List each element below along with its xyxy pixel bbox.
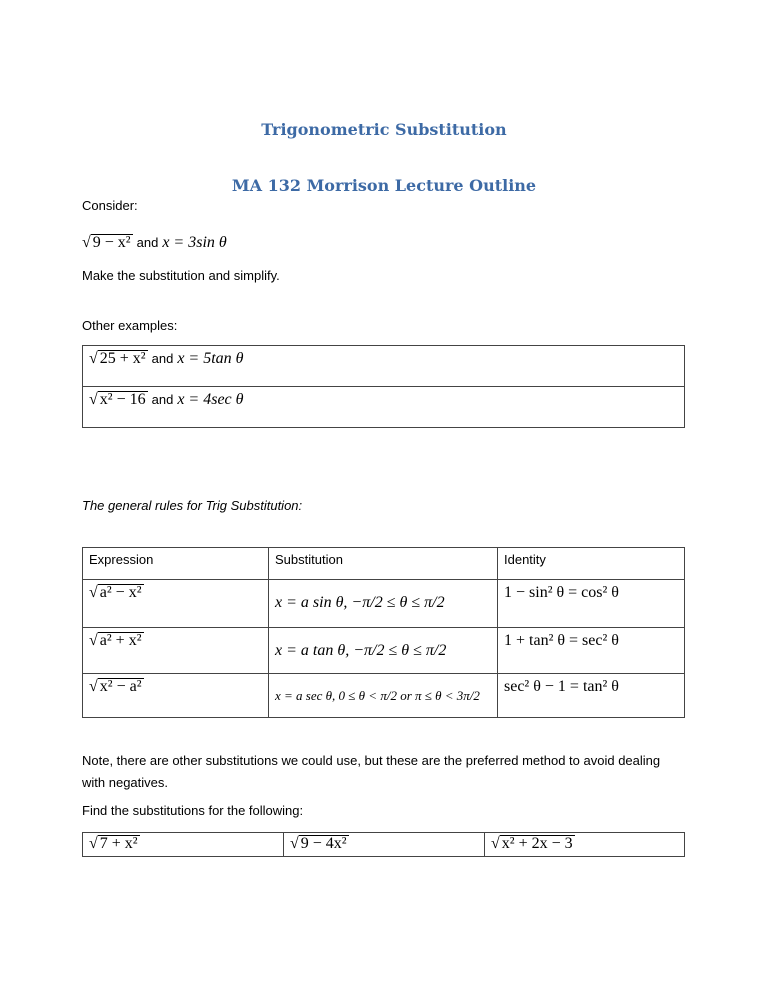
find-table <box>82 832 685 857</box>
table-row: √ 7 + x² √ 9 − 4x² √ x² + 2x − 3 <box>83 833 685 857</box>
rule-identity: sec² θ − 1 = tan² θ <box>498 674 685 718</box>
rule-substitution: x = a tan θ, −π/2 ≤ θ ≤ π/2 <box>275 642 447 659</box>
rule-expression: a² − x² <box>99 584 142 601</box>
rule-identity: 1 − sin² θ = cos² θ <box>498 580 685 628</box>
header-identity: Identity <box>498 548 685 580</box>
header-substitution: Substitution <box>269 548 498 580</box>
rule-substitution: x = a sec θ, 0 ≤ θ < π/2 or π ≤ θ < 3π/2 <box>275 688 480 703</box>
and-text: and <box>136 235 159 250</box>
find-expression: x² + 2x − 3 <box>501 835 573 852</box>
rules-heading: The general rules for Trig Substitution: <box>82 498 303 513</box>
find-expression: 9 − 4x² <box>300 835 347 852</box>
page-subtitle: MA 132 Morrison Lecture Outline <box>231 176 537 195</box>
example-substitution: x = 4sec θ <box>177 391 244 408</box>
examples-table <box>82 345 685 428</box>
other-examples-label: Other examples: <box>82 318 178 333</box>
consider-line: √ 9 − x² and x = 3sin θ <box>82 234 227 251</box>
example-row: √ x² − 16 and x = 4sec θ <box>83 387 685 428</box>
rules-header-row <box>83 548 685 580</box>
rule-substitution: x = a sin θ, −π/2 ≤ θ ≤ π/2 <box>275 594 445 611</box>
header-expression: Expression <box>83 548 269 580</box>
rules-table <box>82 547 685 718</box>
rule-expression: x² − a² <box>99 678 142 695</box>
rule-expression: a² + x² <box>99 632 142 649</box>
example-substitution: x = 5tan θ <box>177 350 244 367</box>
table-row: √ a² − x² x = a sin θ, −π/2 ≤ θ ≤ π/2 1 − sin² θ = cos² θ <box>83 580 685 628</box>
rule-identity: 1 + tan² θ = sec² θ <box>498 628 685 674</box>
note-text: Note, there are other substitutions we could use, but these are the preferred method to avoid dealing with negatives. <box>82 753 661 790</box>
example-expression: 25 + x² <box>99 350 146 367</box>
page-title: Trigonometric Substitution <box>261 120 507 139</box>
example-expression: x² − 16 <box>99 391 146 408</box>
table-row: √ a² + x² x = a tan θ, −π/2 ≤ θ ≤ π/2 1 + tan² θ = sec² θ <box>83 628 685 674</box>
find-expression: 7 + x² <box>99 835 138 852</box>
and-text: and <box>151 351 174 366</box>
table-row: √ x² − a² x = a sec θ, 0 ≤ θ < π/2 or π ≤ θ < 3π/2 sec² θ − 1 = tan² θ <box>83 674 685 718</box>
consider-label: Consider: <box>82 198 138 213</box>
and-text: and <box>151 392 174 407</box>
consider-substitution: x = 3sin θ <box>162 234 227 251</box>
find-label: Find the substitutions for the following: <box>82 803 304 818</box>
consider-expression: 9 − x² <box>92 234 131 251</box>
example-row: √ 25 + x² and x = 5tan θ <box>83 346 685 387</box>
instruction-text: Make the substitution and simplify. <box>82 268 280 283</box>
